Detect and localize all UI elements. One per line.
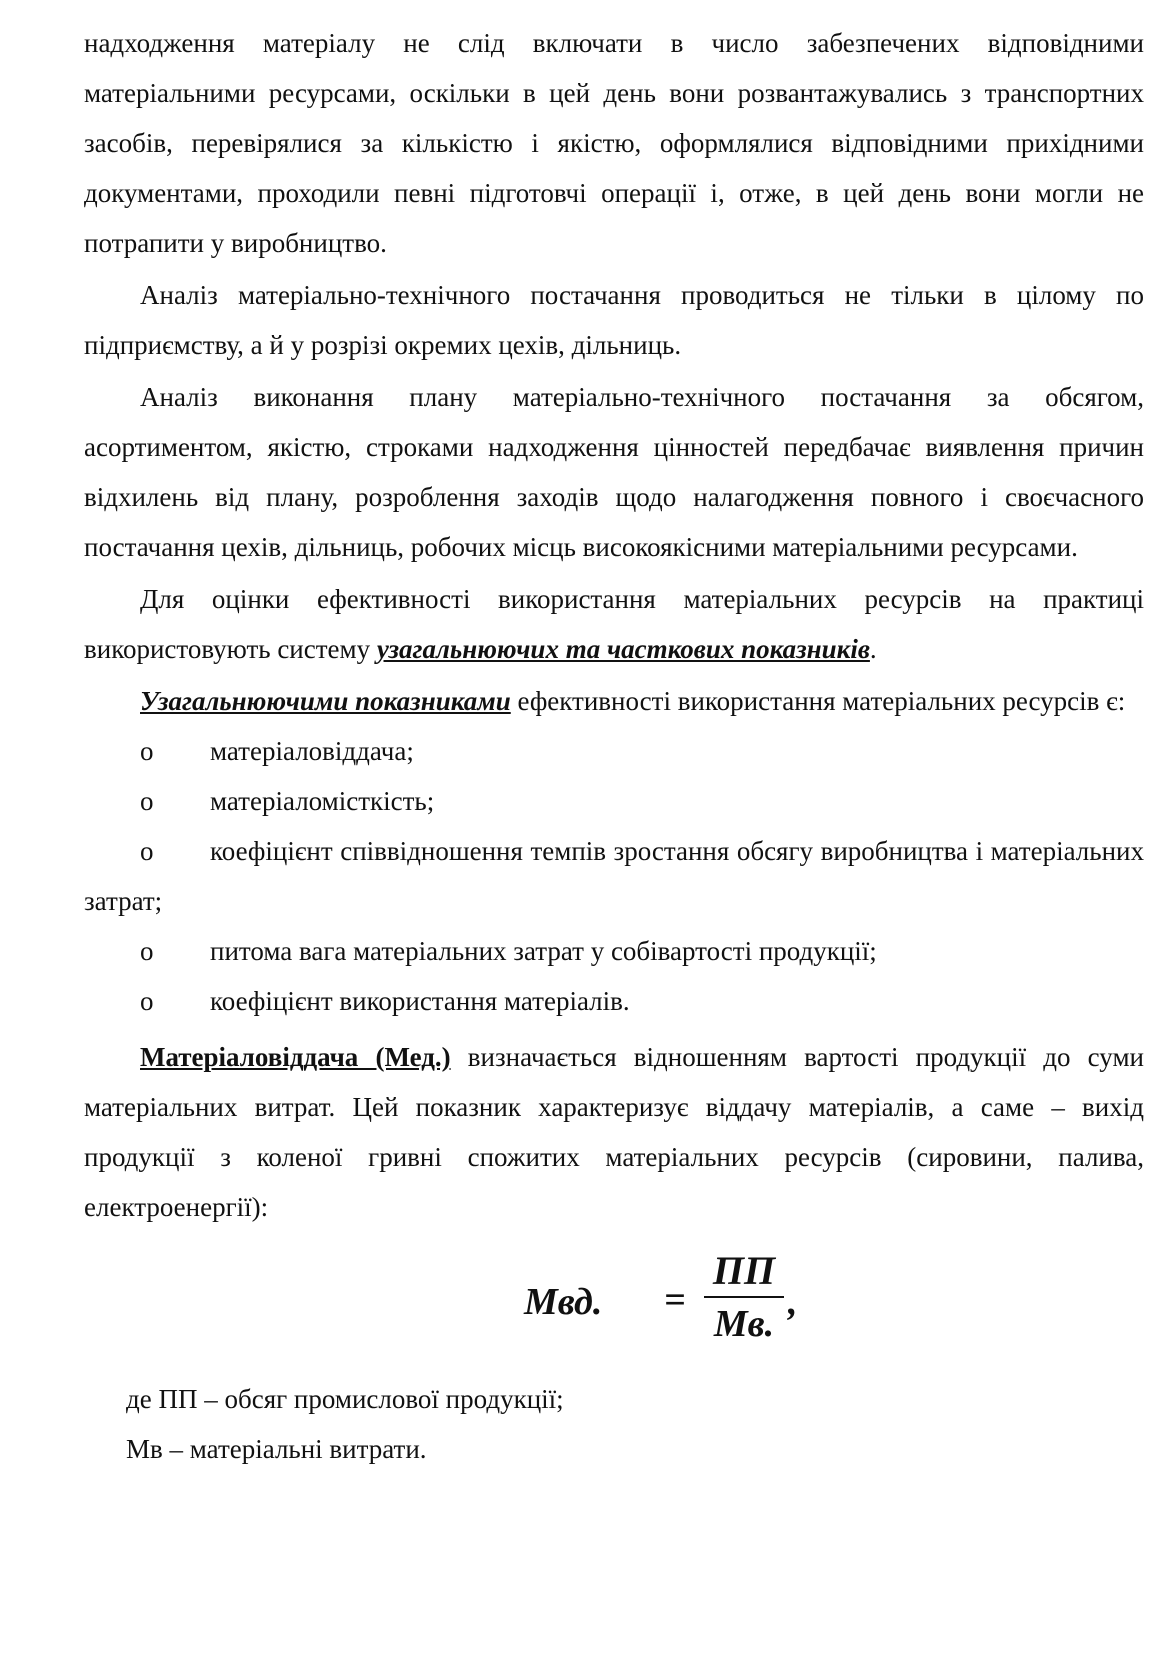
- material-return-term: Матеріаловіддача (Мед.): [140, 1042, 451, 1072]
- list-item-text: питома вага матеріальних затрат у собівартості продукції;: [210, 936, 877, 966]
- formula-left-side: Мвд.: [524, 1281, 603, 1323]
- indicators-list: [84, 726, 1144, 1026]
- indicators-intro-end: .: [869, 634, 877, 664]
- list-item-text: коефіцієнт співвідношення темпів зростання обсягу виробництва і матеріальних затрат;: [84, 836, 1144, 916]
- legend-line: де ПП – обсяг промислової продукції;: [126, 1384, 564, 1414]
- paragraph-analysis-scope: Аналіз матеріально-технічного постачання проводиться не тільки в цілому по підприємству, а й у розрізі окремих цехів, дільниць.: [84, 280, 1144, 360]
- list-item: [84, 976, 1144, 1026]
- list-item-text: коефіцієнт використання матеріалів.: [210, 986, 630, 1016]
- list-item: [84, 726, 1144, 776]
- formula-numerator: ПП: [704, 1246, 784, 1298]
- formula-denominator: Мв.: [713, 1303, 775, 1345]
- paragraph-indicators-system: [84, 574, 1144, 674]
- material-return-text: визначається відношенням вартості продукції до суми матеріальних витрат. Цей показник характеризує віддачу матеріалів, а саме – вихід продукції з коленої гривні спожитих матеріальних ресурсів (сировини, палива, електроенергії):: [84, 1042, 1144, 1222]
- indicators-intro-text: Для оцінки ефективності використання матеріальних ресурсів на практиці використовують систему: [84, 584, 1144, 664]
- formula-equals: =: [664, 1279, 686, 1321]
- paragraph-plan-analysis: Аналіз виконання плану матеріально-технічного постачання за обсягом, асортиментом, якістю, строками надходження цінностей передбачає виявлення причин відхилень від плану, розроблення заходів щодо налагодження повного і своєчасного постачання цехів, дільниць, робочих місць високоякісними матеріальними ресурсами.: [84, 382, 1144, 562]
- indicators-system-term: узагальнюючих та часткових показників: [376, 634, 870, 664]
- formula-legend: [84, 1374, 1144, 1474]
- bullet-marker: о: [140, 836, 154, 866]
- list-item-text: матеріаловіддача;: [210, 736, 414, 766]
- formula-comma: ,: [788, 1281, 798, 1323]
- general-indicators-term: Узагальнюючими показниками: [140, 686, 511, 716]
- paragraph-general-indicators: [84, 676, 1144, 726]
- bullet-marker: о: [140, 736, 154, 766]
- list-item: [84, 826, 1144, 926]
- list-item: [84, 776, 1144, 826]
- document-page: [84, 18, 1144, 1474]
- paragraph-continuation: надходження матеріалу не слід включати в число забезпечених відповідними матеріальними ресурсами, оскільки в цей день вони розвантажувались з транспортних засобів, перевірялися за кількістю і якістю, оформлялися відповідними прихідними документами, проходили певні підготовчі операції і, отже, в цей день вони могли не потрапити у виробництво.: [84, 28, 1144, 258]
- paragraph-material-return: [84, 1032, 1144, 1232]
- bullet-marker: о: [140, 936, 154, 966]
- legend-line: Мв – матеріальні витрати.: [126, 1434, 427, 1464]
- bullet-marker: о: [140, 786, 154, 816]
- list-item: [84, 926, 1144, 976]
- list-item-text: матеріаломісткість;: [210, 786, 435, 816]
- formula-material-return: [84, 1246, 1144, 1366]
- formula-fraction: [704, 1246, 784, 1350]
- general-indicators-text: ефективності використання матеріальних ресурсів є:: [510, 686, 1126, 716]
- bullet-marker: о: [140, 986, 154, 1016]
